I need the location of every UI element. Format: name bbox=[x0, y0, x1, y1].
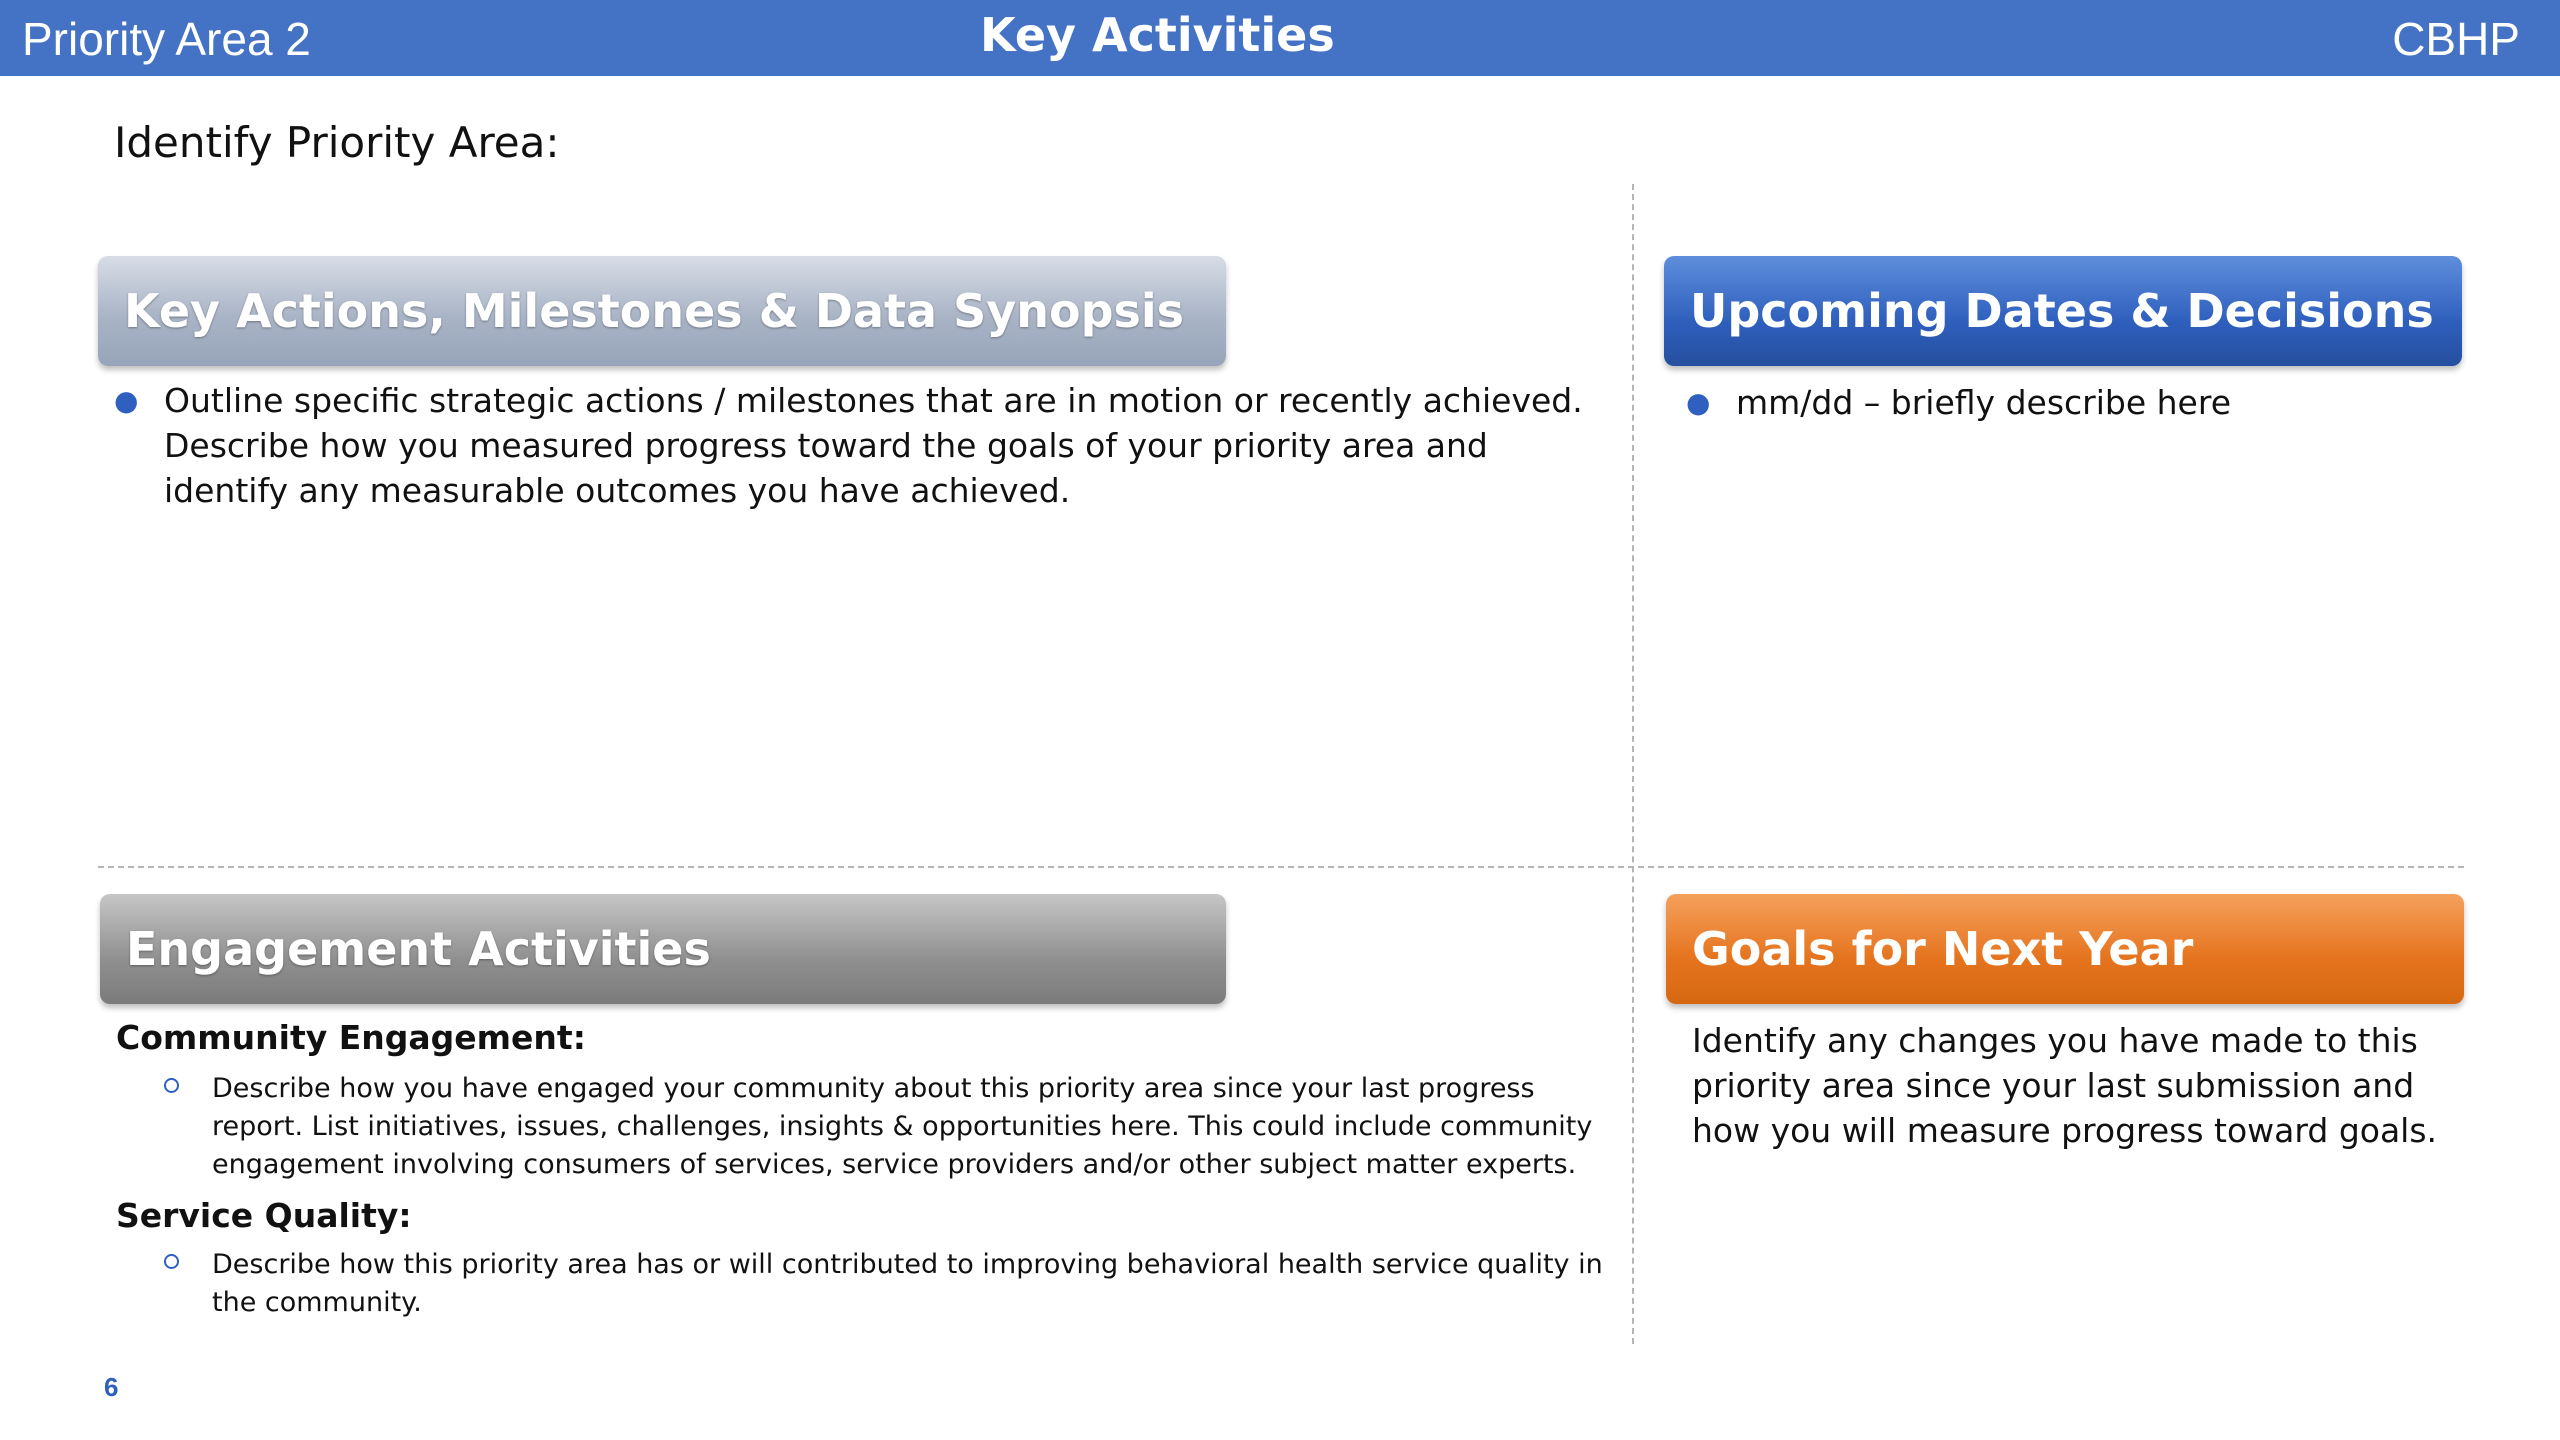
bullet-dot-icon: ● bbox=[1686, 386, 1711, 419]
key-actions-text: Outline specific strategic actions / milestones that are in motion or recently achieved. Describe how you measured progress toward the goals of your priority area and identify any measurable outcomes you have achieved. bbox=[164, 381, 1583, 510]
key-actions-banner: Key Actions, Milestones & Data Synopsis bbox=[98, 256, 1226, 366]
upcoming-dates-banner: Upcoming Dates & Decisions bbox=[1664, 256, 2462, 366]
community-engagement-text: Describe how you have engaged your community about this priority area since your last progress report. List initiatives, issues, challenges, insights & opportunities here. This could include community engagement involving consumers of services, service providers and/or other subject matter experts. bbox=[212, 1073, 1593, 1180]
engagement-activities-banner: Engagement Activities bbox=[100, 894, 1226, 1004]
page-title: Key Activities bbox=[980, 8, 1335, 62]
org-label: CBHP bbox=[2392, 13, 2520, 65]
hollow-bullet-icon bbox=[164, 1254, 179, 1269]
goals-next-year-banner: Goals for Next Year bbox=[1666, 894, 2464, 1004]
hollow-bullet-icon bbox=[164, 1078, 179, 1093]
vertical-divider bbox=[1632, 184, 1634, 1344]
service-quality-heading: Service Quality: bbox=[116, 1196, 412, 1235]
community-engagement-heading: Community Engagement: bbox=[116, 1018, 586, 1057]
service-quality-text: Describe how this priority area has or will contributed to improving behavioral health service quality in the community. bbox=[212, 1249, 1603, 1318]
identify-priority-area-label: Identify Priority Area: bbox=[114, 118, 560, 167]
horizontal-divider bbox=[98, 866, 2464, 868]
page-number: 6 bbox=[104, 1372, 119, 1402]
goals-next-year-text: Identify any changes you have made to this priority area since your last submission and how you will measure progress toward goals. bbox=[1692, 1021, 2438, 1150]
upcoming-dates-text: mm/dd – briefly describe here bbox=[1736, 383, 2231, 422]
header-bar bbox=[0, 0, 2560, 76]
bullet-dot-icon: ● bbox=[114, 384, 139, 417]
priority-area-label: Priority Area 2 bbox=[22, 13, 311, 65]
